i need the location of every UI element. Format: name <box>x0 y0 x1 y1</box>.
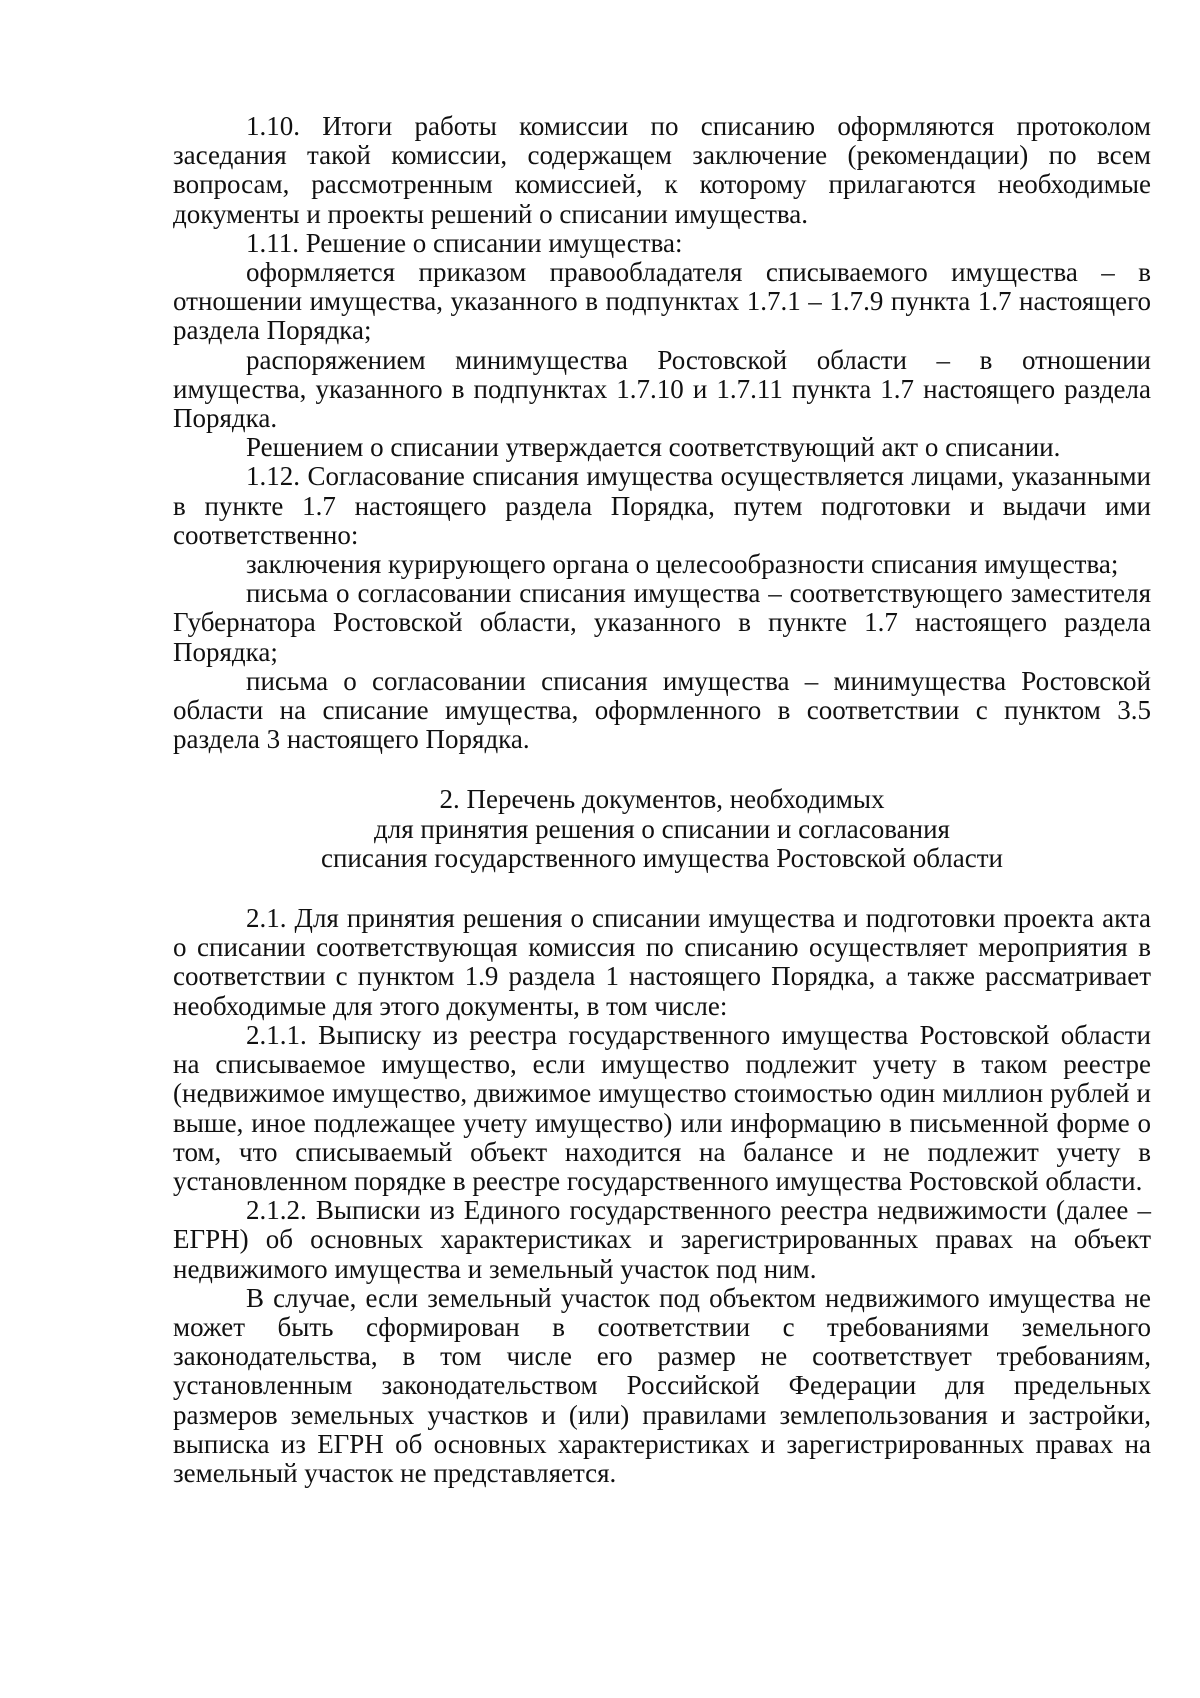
section-2-heading <box>173 785 1151 873</box>
paragraph-2-1: 2.1. Для принятия решения о списании имущества и подготовки проекта акта о списании соответствующая комиссия по списанию осуществляет мероприятия в соответствии с пунктом 1.9 раздела 1 настоящего Порядка, а также рассматривает необходимые для этого документы, в том числе: <box>173 903 1151 1021</box>
paragraph-letter-ministry: письма о согласовании списания имущества – минимущества Ростовской области на списание имущества, оформленного в соответствии с пунктом 3.5 раздела 3 настоящего Порядка. <box>173 665 1151 755</box>
paragraph-order-ministry: распоряжением минимущества Ростовской области – в отношении имущества, указанного в подпунктах 1.7.10 и 1.7.11 пункта 1.7 настоящего раздела Порядка. <box>173 344 1151 434</box>
paragraph-act-approval: Решением о списании утверждается соответствующий акт о списании. <box>246 432 1061 463</box>
heading-line-3: списания государственного имущества Ростовской области <box>321 842 1003 873</box>
paragraph-1-12: 1.12. Согласование списания имущества осуществляется лицами, указанными в пункте 1.7 настоящего раздела Порядка, путем подготовки и выдачи ими соответственно: <box>173 461 1151 550</box>
heading-line-1: 2. Перечень документов, необходимых <box>439 784 885 815</box>
document-page <box>173 112 1151 1488</box>
paragraph-conclusion: заключения курирующего органа о целесообразности списания имущества; <box>246 549 1119 580</box>
heading-line-2: для принятия решения о списании и согласования <box>374 813 950 844</box>
paragraph-2-1-2: 2.1.2. Выписки из Единого государственного реестра недвижимости (далее – ЕГРН) об основных характеристиках и зарегистрированных правах на объект недвижимого имущества и земельный участок под ним. <box>173 1195 1151 1284</box>
paragraph-1-10: 1.10. Итоги работы комиссии по списанию оформляются протоколом заседания такой комиссии, содержащем заключение (рекомендации) по всем вопросам, рассмотренным комиссией, к которому прилагаются необходимые документы и проекты решений о списании имущества. <box>173 111 1151 229</box>
paragraph-2-1-1: 2.1.1. Выписку из реестра государственного имущества Ростовской области на списываемое имущество, если имущество подлежит учету в таком реестре (недвижимое имущество, движимое имущество стоимостью один миллион рублей и выше, иное подлежащее учету имущество) или информацию в письменной форме о том, что списываемый объект находится на балансе и не подлежит учету в установленном порядке в реестре государственного имущества Ростовской области. <box>173 1019 1151 1196</box>
paragraph-order-owner: оформляется приказом правообладателя списываемого имущества – в отношении имущества, указанного в подпунктах 1.7.1 – 1.7.9 пункта 1.7 настоящего раздела Порядка; <box>173 257 1151 346</box>
paragraph-land-plot: В случае, если земельный участок под объектом недвижимого имущества не может быть сформирован в соответствии с требованиями земельного законодательства, в том числе его размер не соответствует требованиям, установленным законодательством Российской Федерации для предельных размеров земельных участков и (или) правилами землепользования и застройки, выписка из ЕГРН об основных характеристиках и зарегистрированных правах на земельный участок не представляется. <box>173 1282 1151 1488</box>
paragraph-1-11: 1.11. Решение о списании имущества: <box>246 227 683 258</box>
paragraph-letter-deputy: письма о согласовании списания имущества – соответствующего заместителя Губернатора Ростовской области, указанного в пункте 1.7 настоящего раздела Порядка; <box>173 578 1151 667</box>
